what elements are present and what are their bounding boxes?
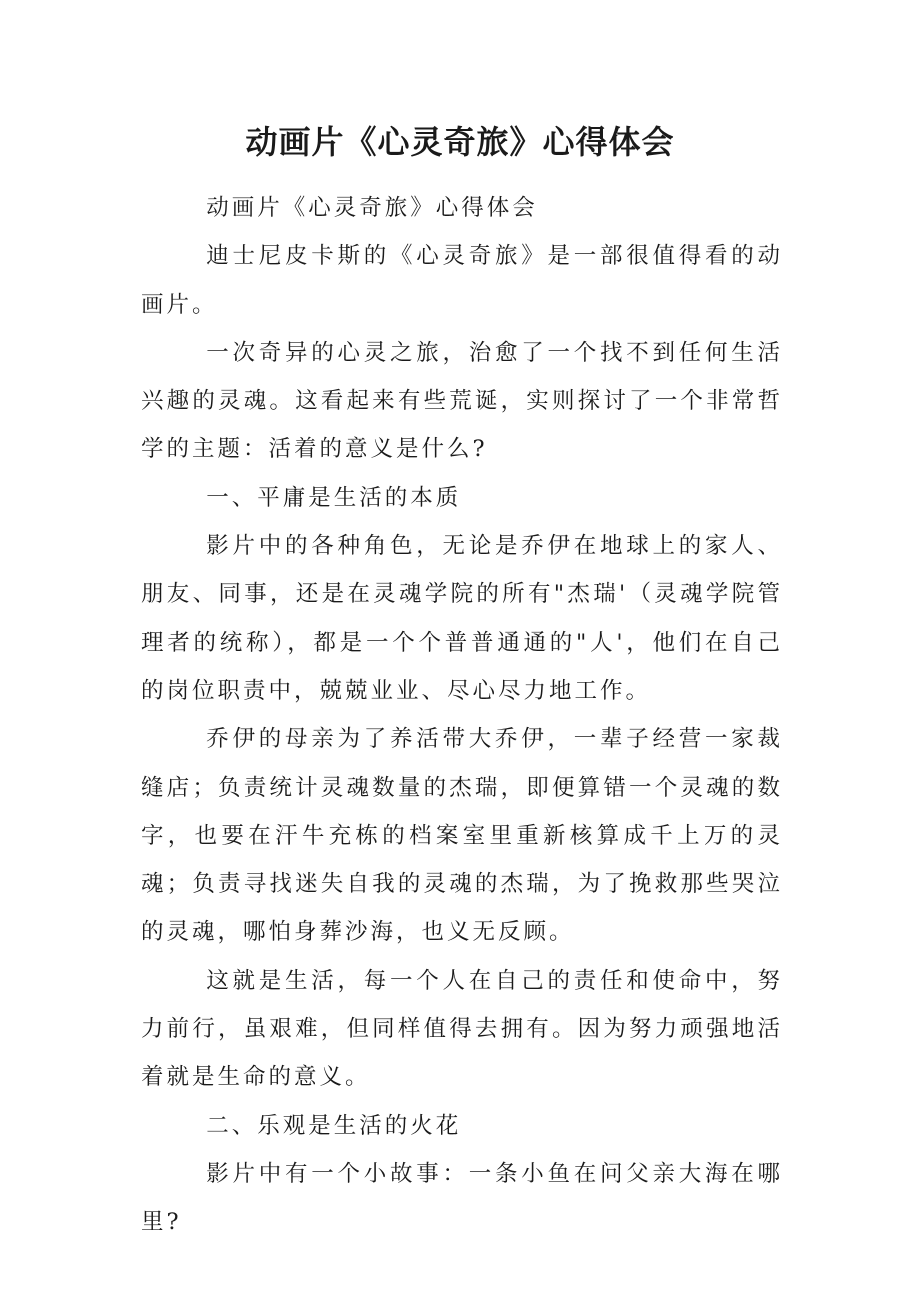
section-heading-2: 二、乐观是生活的火花	[206, 1112, 462, 1139]
paragraph-characters: 影片中的各种角色，无论是乔伊在地球上的家人、朋友、同事，还是在灵魂学院的所有"杰瑞'（灵魂学院管理者的统称），都是一个个普普通通的"人'，他们在自己的岗位职责中，兢兢业业、尽心尽力地工作。	[141, 533, 783, 704]
paragraph-fish-story: 影片中有一个小故事：一条小鱼在问父亲大海在哪里?	[141, 1160, 783, 1236]
paragraph-life: 这就是生活，每一个人在自己的责任和使命中，努力前行，虽艰难，但同样值得去拥有。因为努力顽强地活着就是生命的意义。	[141, 967, 783, 1091]
paragraph-subtitle: 动画片《心灵奇旅》心得体会	[206, 195, 538, 221]
document-body	[141, 184, 783, 1247]
document-title: 动画片《心灵奇旅》心得体会	[245, 123, 675, 161]
paragraph-intro: 迪士尼皮卡斯的《心灵奇旅》是一部很值得看的动画片。	[141, 243, 783, 318]
section-heading-1: 一、平庸是生活的本质	[206, 484, 462, 511]
paragraph-mother: 乔伊的母亲为了养活带大乔伊，一辈子经营一家裁缝店；负责统计灵魂数量的杰瑞，即便算错一个灵魂的数字，也要在汗牛充栋的档案室里重新核算成千上万的灵魂；负责寻找迷失自我的灵魂的杰瑞，为了挽救那些哭泣的灵魂，哪怕身葬沙海，也义无反顾。	[141, 726, 783, 946]
paragraph-journey: 一次奇异的心灵之旅，治愈了一个找不到任何生活兴趣的灵魂。这看起来有些荒诞，实则探讨了一个非常哲学的主题：活着的意义是什么?	[141, 339, 783, 463]
